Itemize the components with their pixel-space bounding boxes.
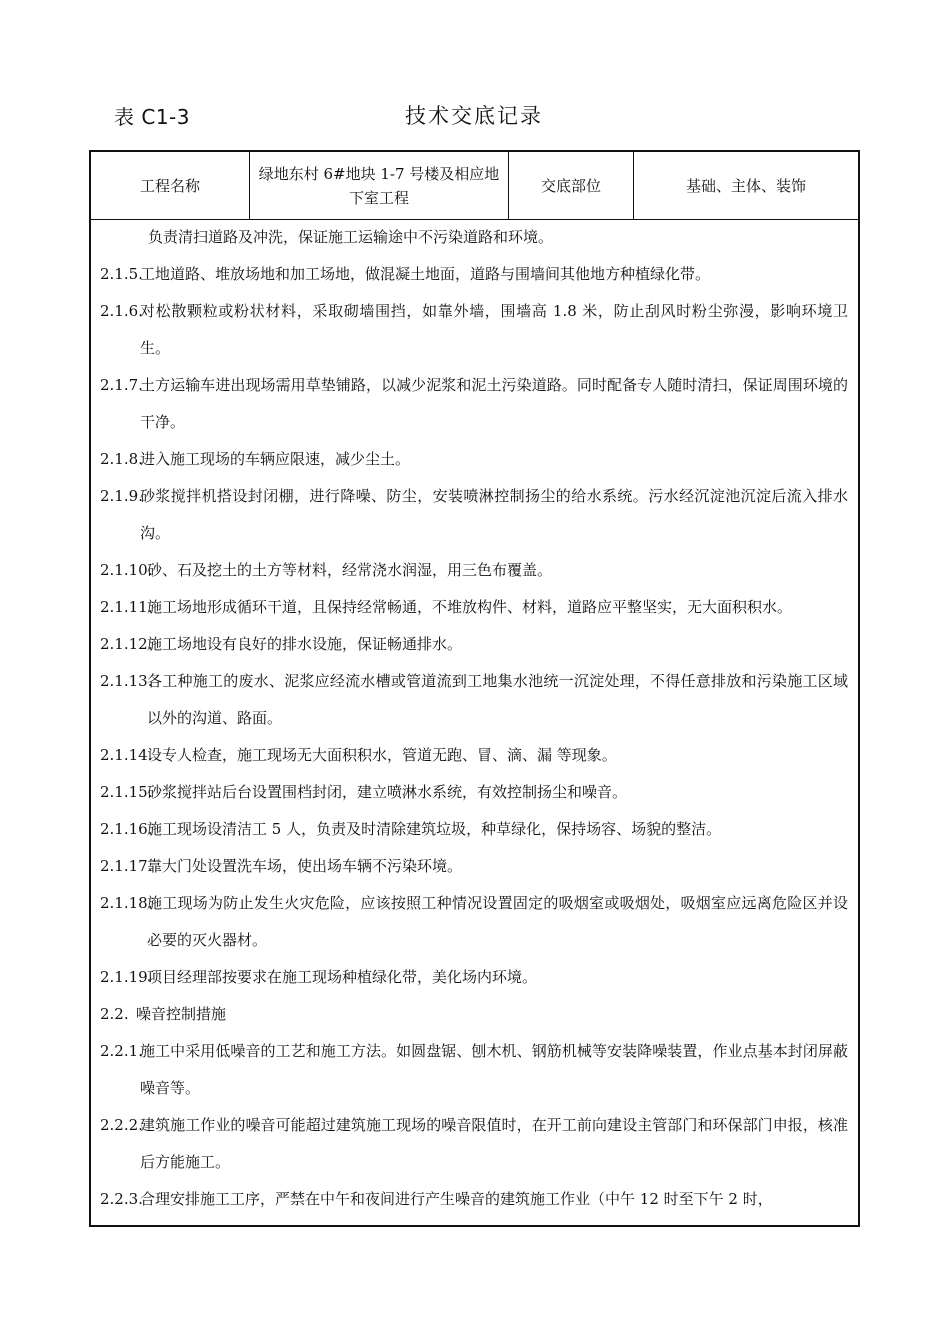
list-item xyxy=(91,552,858,589)
project-name-label: 工程名称 xyxy=(91,152,250,219)
item-number: 2.1.10. xyxy=(100,561,153,579)
list-item xyxy=(91,663,858,737)
form-code: 表 C1-3 xyxy=(114,105,190,129)
list-item xyxy=(91,737,858,774)
item-text: 施工场地设有良好的排水设施，保证畅通排水。 xyxy=(147,635,463,653)
item-number: 2.1.8. xyxy=(100,450,143,468)
item-text: 合理安排施工工序，严禁在中午和夜间进行产生噪音的建筑施工作业（中午 12 时至下午 2 时， xyxy=(140,1190,773,1208)
item-text: 工地道路、堆放场地和加工场地，做混凝土地面，道路与围墙间其他地方种植绿化带。 xyxy=(140,265,711,283)
list-item xyxy=(91,441,858,478)
list-item xyxy=(91,367,858,441)
item-text: 砂浆搅拌机搭设封闭棚，进行降噪、防尘，安装喷淋控制扬尘的给水系统。污水经沉淀池沉淀后流入排水沟。 xyxy=(140,487,848,542)
item-number: 2.1.18. xyxy=(100,894,153,912)
list-item xyxy=(91,848,858,885)
list-item xyxy=(91,478,858,552)
list-item xyxy=(91,589,858,626)
item-text: 项目经理部按要求在施工现场种植绿化带，美化场内环境。 xyxy=(147,968,538,986)
item-number: 2.1.14. xyxy=(100,746,153,764)
table-header-row xyxy=(91,152,858,220)
list-item xyxy=(91,774,858,811)
section-title: 噪音控制措施 xyxy=(136,1005,227,1023)
item-text: 建筑施工作业的噪音可能超过建筑施工现场的噪音限值时，在开工前向建设主管部门和环保部门申报，核准后方能施工。 xyxy=(140,1116,848,1171)
list-item xyxy=(91,885,858,959)
continued-line: 负责清扫道路及冲洗，保证施工运输途中不污染道路和环境。 xyxy=(148,228,554,246)
item-number: 2.2.3. xyxy=(100,1190,143,1208)
disclosure-content xyxy=(91,219,858,1225)
item-number: 2.1.19. xyxy=(100,968,153,986)
item-text: 砂浆搅拌站后台设置围档封闭，建立喷淋水系统，有效控制扬尘和噪音。 xyxy=(147,783,628,801)
disclosure-part-value: 基础、主体、装饰 xyxy=(685,176,806,195)
item-number: 2.1.13. xyxy=(100,672,153,690)
item-text: 靠大门处设置洗车场，使出场车辆不污染环境。 xyxy=(147,857,463,875)
item-number: 2.1.9. xyxy=(100,487,143,505)
list-item xyxy=(91,256,858,293)
item-text: 土方运输车进出现场需用草垫铺路，以减少泥浆和泥土污染道路。同时配备专人随时清扫，保证周围环境的干净。 xyxy=(140,376,848,431)
item-number: 2.1.16. xyxy=(100,820,153,838)
item-text: 进入施工现场的车辆应限速，减少尘土。 xyxy=(140,450,411,468)
item-text: 施工场地形成循环干道，且保持经常畅通，不堆放构件、材料，道路应平整坚实，无大面积积水。 xyxy=(147,598,793,616)
list-item xyxy=(91,293,858,367)
item-text: 设专人检查，施工现场无大面积积水，管道无跑、冒、滴、漏 等现象。 xyxy=(147,746,617,764)
disclosure-part-label: 交底部位 xyxy=(509,152,634,219)
list-item xyxy=(91,811,858,848)
project-name-value: 绿地东村 6#地块 1-7 号楼及相应地下室工程 xyxy=(250,152,509,219)
item-number: 2.1.6. xyxy=(100,302,143,320)
item-number: 2.1.5. xyxy=(100,265,143,283)
item-number: 2.1.11. xyxy=(100,598,153,616)
item-number: 2.1.12. xyxy=(100,635,153,653)
item-number: 2.2.1. xyxy=(100,1042,143,1060)
list-item xyxy=(91,1181,858,1218)
item-text: 对松散颗粒或粉状材料，采取砌墙围挡，如靠外墙，围墙高 1.8 米，防止刮风时粉尘弥漫，影响环境卫生。 xyxy=(140,302,848,357)
item-number: 2.1.15. xyxy=(100,783,153,801)
item-text: 各工种施工的废水、泥浆应经流水槽或管道流到工地集水池统一沉淀处理，不得任意排放和污染施工区域以外的沟道、路面。 xyxy=(147,672,848,727)
item-number: 2.1.7. xyxy=(100,376,143,394)
document-title: 技术交底记录 xyxy=(405,104,543,128)
item-text: 施工现场为防止发生火灾危险，应该按照工种情况设置固定的吸烟室或吸烟处，吸烟室应远离危险区并设必要的灭火器材。 xyxy=(147,894,848,949)
disclosure-record-table xyxy=(89,150,860,1227)
item-text: 施工现场设清洁工 5 人，负责及时清除建筑垃圾，种草绿化，保持场容、场貌的整洁。 xyxy=(147,820,722,838)
item-text: 施工中采用低噪音的工艺和施工方法。如圆盘锯、刨木机、钢筋机械等安装降噪装置，作业点基本封闭屏蔽噪音等。 xyxy=(140,1042,848,1097)
item-number: 2.1.17. xyxy=(100,857,153,875)
section-heading xyxy=(91,996,858,1033)
section-number: 2.2. xyxy=(100,1005,129,1023)
list-item xyxy=(91,1107,858,1181)
list-item xyxy=(91,959,858,996)
list-item xyxy=(91,1033,858,1107)
item-text: 砂、石及挖土的土方等材料，经常浇水润湿，用三色布覆盖。 xyxy=(147,561,553,579)
list-item xyxy=(91,626,858,663)
item-number: 2.2.2. xyxy=(100,1116,143,1134)
